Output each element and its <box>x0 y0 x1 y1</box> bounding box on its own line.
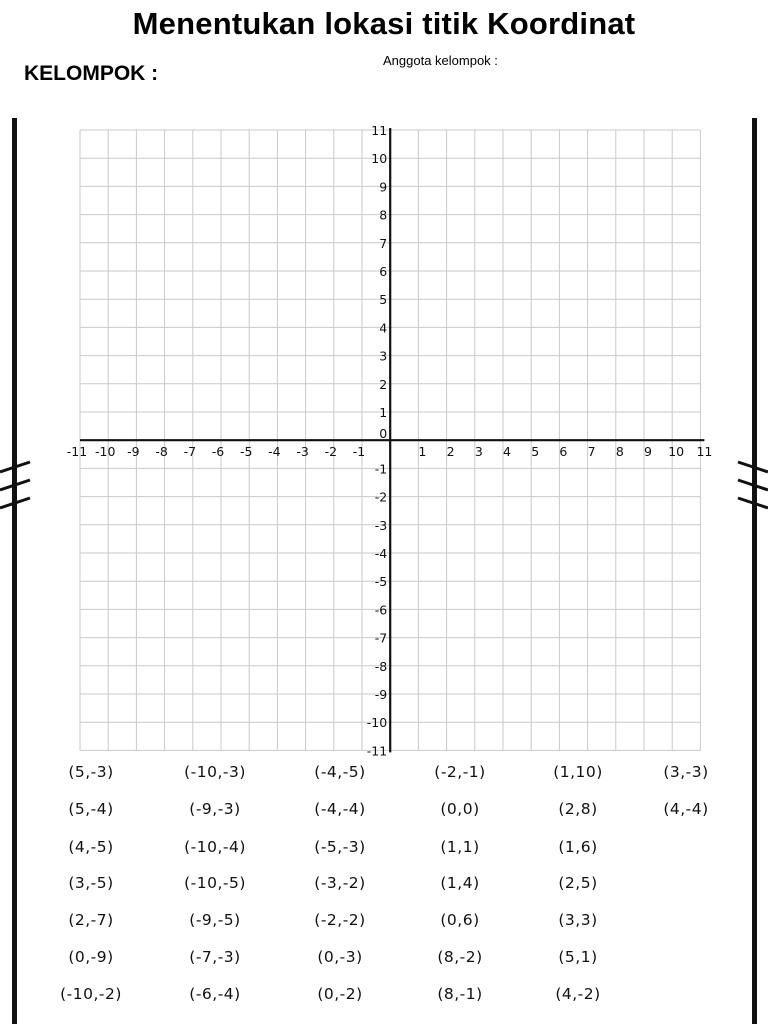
y-tick-label: 6 <box>379 264 388 279</box>
y-tick-label: 8 <box>379 207 388 223</box>
coordinate-pair: (-7,-3) <box>189 948 241 966</box>
x-tick-label: -6 <box>211 444 225 460</box>
coordinate-pair: (-10,-3) <box>184 763 246 781</box>
y-tick-label: -1 <box>374 461 388 477</box>
coordinate-pair: (2,8) <box>558 800 598 818</box>
y-tick-label: 5 <box>379 292 388 308</box>
coordinate-pair: (1,4) <box>440 874 480 892</box>
origin-label: 0 <box>379 426 388 442</box>
x-tick-label: -2 <box>324 444 338 460</box>
y-tick-label: 7 <box>379 235 388 251</box>
coordinate-pair: (0,-9) <box>68 948 114 966</box>
coordinate-pair: (1,10) <box>553 763 603 781</box>
coordinate-pair: (4,-4) <box>663 800 709 818</box>
x-tick-label: 2 <box>446 444 455 460</box>
x-tick-label: 3 <box>474 444 483 460</box>
x-tick-label: -9 <box>127 444 140 460</box>
coordinate-pair: (3,-3) <box>663 763 709 781</box>
coordinate-pair: (-10,-4) <box>184 838 246 856</box>
x-tick-label: 8 <box>615 444 624 460</box>
coordinate-pair: (-9,-5) <box>189 911 241 929</box>
coordinate-pair: (4,-2) <box>555 985 601 1003</box>
coordinate-pair: (-2,-2) <box>314 911 366 929</box>
y-tick-label: -3 <box>374 517 388 533</box>
y-tick-label: -9 <box>374 687 388 702</box>
x-tick-label: 6 <box>559 444 568 460</box>
coordinate-pair: (-5,-3) <box>314 838 366 856</box>
y-tick-label: 2 <box>379 376 388 392</box>
coordinate-pair: (-10,-2) <box>60 985 122 1003</box>
y-tick-label: 1 <box>379 405 388 420</box>
x-tick-label: 1 <box>418 444 427 460</box>
coordinate-pair: (8,-1) <box>437 985 483 1003</box>
y-tick-label: 10 <box>371 151 388 167</box>
coordinate-pair: (2,-7) <box>68 911 114 929</box>
coordinate-pair: (5,1) <box>558 948 598 966</box>
coordinate-pair: (1,1) <box>440 838 480 856</box>
coordinate-pair: (0,-3) <box>317 948 363 966</box>
y-tick-label: -4 <box>374 546 388 561</box>
group-label: KELOMPOK : <box>24 62 159 85</box>
y-tick-label: -8 <box>374 658 388 674</box>
y-tick-label: -10 <box>366 715 388 731</box>
members-label: Anggota kelompok : <box>383 53 498 68</box>
x-tick-label: -5 <box>239 444 253 460</box>
x-tick-label: -1 <box>352 444 366 460</box>
x-tick-label: -8 <box>155 444 168 460</box>
coordinate-pair: (5,-3) <box>68 763 114 781</box>
coordinate-pair: (-4,-5) <box>314 763 366 781</box>
coordinate-pair: (1,6) <box>558 838 598 856</box>
x-tick-label: 9 <box>644 444 652 460</box>
coordinate-pair: (-3,-2) <box>314 874 366 892</box>
x-tick-label: 7 <box>587 444 596 460</box>
coordinate-pair: (3,-5) <box>68 874 114 892</box>
y-tick-label: -2 <box>374 489 388 505</box>
x-tick-label: -11 <box>66 444 88 460</box>
page-title: Menentukan lokasi titik Koordinat <box>132 6 636 41</box>
y-tick-label: 11 <box>371 123 388 138</box>
x-tick-label: 4 <box>503 444 511 460</box>
x-tick-label: -7 <box>183 444 197 460</box>
x-tick-label: 5 <box>531 444 540 460</box>
coordinate-pair: (-6,-4) <box>189 985 241 1003</box>
y-tick-label: -11 <box>366 743 388 759</box>
coordinate-pair: (3,3) <box>558 911 598 929</box>
x-tick-label: 10 <box>668 444 685 460</box>
coordinate-pair: (0,-2) <box>317 985 363 1003</box>
coordinate-pair: (0,0) <box>440 800 480 818</box>
y-tick-label: 3 <box>379 348 388 364</box>
y-tick-label: -7 <box>374 630 388 646</box>
x-tick-label: 11 <box>696 444 713 460</box>
x-tick-label: -10 <box>94 444 116 460</box>
x-tick-label: -3 <box>296 444 309 460</box>
coordinate-pair: (-9,-3) <box>189 800 241 818</box>
coordinate-pair: (2,5) <box>558 874 598 892</box>
y-tick-label: -6 <box>374 602 388 618</box>
coordinate-pair: (0,6) <box>440 911 480 929</box>
coordinate-pair: (4,-5) <box>68 838 114 856</box>
y-tick-label: 4 <box>379 320 388 336</box>
coordinate-pair: (-2,-1) <box>434 763 486 781</box>
y-tick-label: -5 <box>374 574 388 590</box>
coordinate-pair: (-4,-4) <box>314 800 366 818</box>
coordinate-pair: (5,-4) <box>68 800 114 818</box>
coordinate-pair: (-10,-5) <box>184 874 246 892</box>
y-tick-label: 9 <box>379 179 388 195</box>
x-tick-label: -4 <box>268 444 281 460</box>
coordinate-pair: (8,-2) <box>437 948 483 966</box>
